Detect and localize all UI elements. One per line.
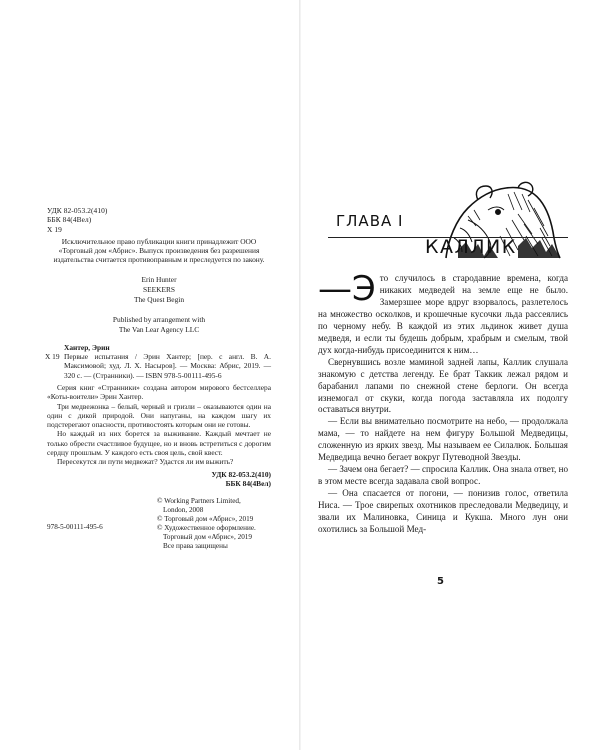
original-series: SEEKERS <box>142 284 176 294</box>
rights-line: London, 2008 <box>163 506 204 514</box>
imprint-block <box>47 206 271 488</box>
rights-line: Торговый дом «Абрис», 2019 <box>163 533 252 541</box>
copyright-notice: Исключительное право публикации книги принадлежит ООО «Торговый дом «Абрис». Выпуск произведения без разрешения издательства считается противоправным и преследуется по закону. <box>53 236 265 265</box>
chapter-number: ГЛАВА I <box>336 212 404 230</box>
arrangement-line-1: Published by arrangement with <box>112 314 206 324</box>
chapter-text <box>318 269 568 536</box>
rights-line: © Working Partners Limited, <box>157 497 241 505</box>
biblio-udk: УДК 82-053.2(410) <box>211 469 271 479</box>
page-number: 5 <box>437 576 444 587</box>
text-paragraph: —Э то случилось в стародавние времена, когда никаких медведей на земле еще не было. Замерзшее море вдруг взорвалось, разлетелось на множество осколков, и крошечные кусочки льда рассеялись по черному небу. В каждой из этих льдинок живет душа медведя, и если ты будешь добрым, храбрым и смелым, твой дух когда-нибудь присоединится к ним… <box>318 269 568 355</box>
isbn: 978-5-00111-495-6 <box>47 523 103 531</box>
author-sign: Х 19 <box>47 224 62 234</box>
rights-line: © Торговый дом «Абрис», 2019 <box>157 515 254 523</box>
udk-code: УДК 82-053.2(410) <box>47 206 108 215</box>
rights-block <box>157 497 277 551</box>
annotation-paragraph: Пересекутся ли пути медвежат? Удастся ли им выжить? <box>57 457 234 467</box>
biblio-bbk: ББК 84(4Вел) <box>225 478 271 488</box>
original-author: Erin Hunter <box>141 274 177 284</box>
annotation-paragraph: Три медвежонка – белый, черный и гризли – оказываются один на один с дикой природой. Они напуганы, на каждом шагу их подстерегают опасности, противостоять которым они не готовы. <box>47 401 271 430</box>
chapter-title: КАЛЛИК <box>425 236 517 258</box>
annotation-paragraph: Серия книг «Странники» создана автором мирового бестселлера «Коты-воители» Эрин Хантер. <box>47 382 271 402</box>
classification-codes <box>47 206 271 234</box>
publishing-arrangement <box>47 315 271 335</box>
biblio-codes <box>47 470 271 489</box>
bbk-code: ББК 84(4Вел) <box>47 215 92 225</box>
original-edition <box>47 275 271 305</box>
rights-line: © Художественное оформление. <box>157 524 256 532</box>
text-paragraph: — Зачем она бегает? — спросила Каллик. Она знала ответ, но в этом месте всегда задавала свой вопрос. <box>318 464 568 487</box>
biblio-author-sign: Х 19 <box>45 351 60 361</box>
biblio-entry: Первые испытания / Эрин Хантер; [пер. с англ. В. А. Максимовой; худ. Л. Х. Насыров]. — Москва: Абрис, 2019. — 320 с. — (Странники). — ISBN 978-5-00111-495-6 <box>64 352 271 380</box>
arrangement-line-2: The Van Lear Agency LLC <box>118 324 200 334</box>
text-paragraph: — Если вы внимательно посмотрите на небо, — продолжала мама, — то найдете на нем фигуру Большой Медведицы, сложенную из ярких звезд. Мы называем ее Силалюк. Большая Медведица вечно бегает вокруг Путеводной Звезды. <box>318 416 568 463</box>
text-paragraph: Свернувшись возле маминой задней лапы, Каллик слушала знакомую с детства легенду. Ее брат Таккик лежал рядом и барабанил лапами по снежной стене берлоги. Он всегда изнемогал от скуки, когда погода заставляла их подолгу оставаться внутри. <box>318 356 568 415</box>
rights-line: Все права защищены <box>163 542 228 550</box>
bibliographic-record <box>47 343 271 488</box>
biblio-author: Хантер, Эрин <box>64 342 110 352</box>
annotation <box>47 383 271 467</box>
drop-cap: —Э <box>318 269 376 309</box>
annotation-paragraph: Но каждый из них борется за выживание. Каждый мечтает не только обрести счастливое будущее, но и вновь встретиться с дорогим сердцу прошлым. У каждого есть своя цель, свой квест. <box>47 429 271 458</box>
text-paragraph: — Она спасается от погони, — понизив голос, ответила Ниса. — Трое свирепых охотников преследовали Медведицу, и звали их Малиновка, Синица и Кукша. Много лун они охотились за Большой Мед- <box>318 488 568 535</box>
original-title: The Quest Begin <box>133 294 185 304</box>
